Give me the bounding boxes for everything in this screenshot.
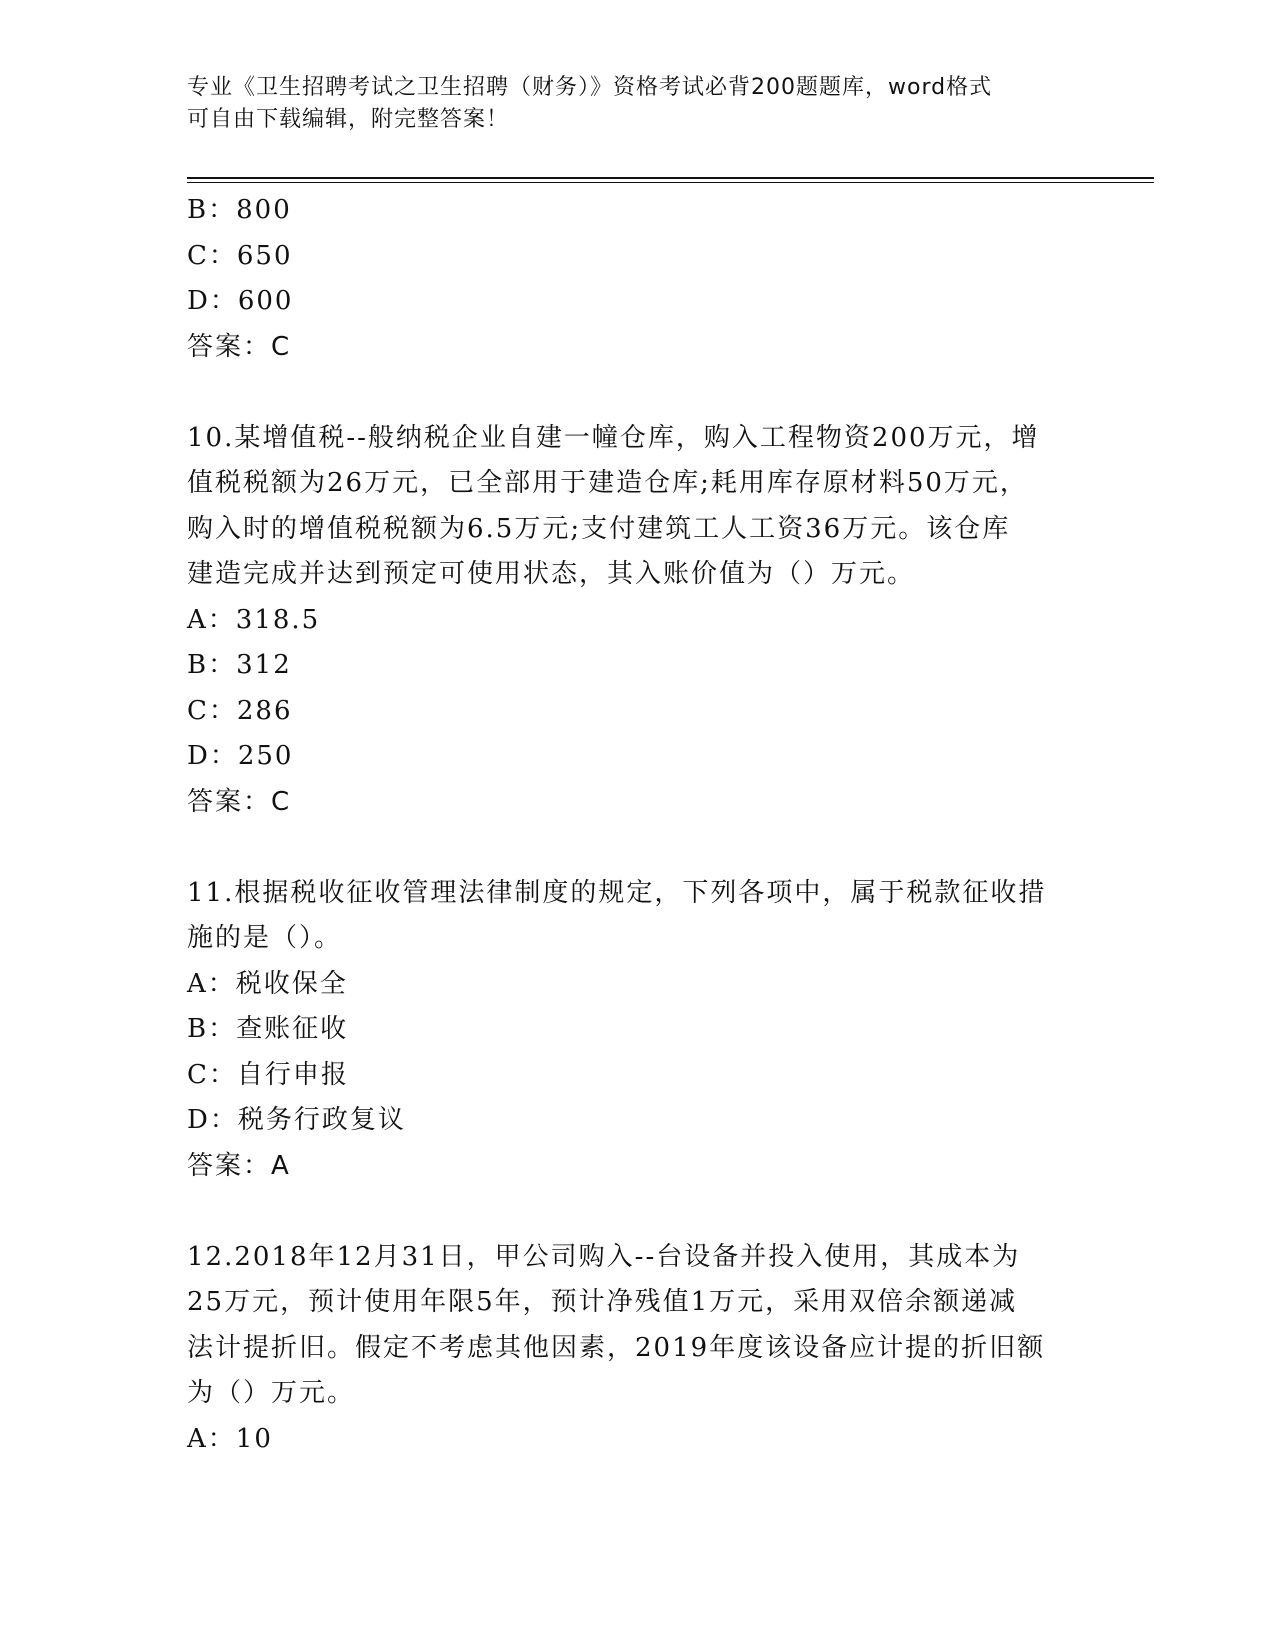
spacer xyxy=(187,370,1067,416)
option-d: D：250 xyxy=(187,741,294,771)
option-b: B：800 xyxy=(187,195,292,225)
option-b: B：312 xyxy=(187,650,292,680)
answer-line: 答案：A xyxy=(187,1150,291,1181)
question-text-line: 12.2018年12月31日，甲公司购入--台设备并投入使用，其成本为 xyxy=(187,1241,1021,1272)
option-c: C：286 xyxy=(187,695,293,726)
answer-line: 答案：C xyxy=(187,331,292,362)
option-c: C：自行申报 xyxy=(187,1059,349,1090)
question-text-line: 值税税额为26万元，已全部用于建造仓库;耗用库存原材料50万元， xyxy=(187,468,1028,498)
question-block-12 xyxy=(187,1235,1067,1463)
option-a: A：318.5 xyxy=(187,604,321,635)
document-header xyxy=(187,72,1067,136)
option-c: C：650 xyxy=(187,240,293,271)
question-list xyxy=(187,188,1067,1462)
answer-line: 答案：C xyxy=(187,786,292,817)
option-a: A：10 xyxy=(187,1423,273,1454)
spacer xyxy=(187,1189,1067,1235)
question-text-line: 10.某增值税--般纳税企业自建一幢仓库，购入工程物资200万元，增 xyxy=(187,422,1040,453)
header-divider-thin xyxy=(187,182,1154,183)
question-block-10 xyxy=(187,416,1067,826)
header-title-line-2: 可自由下载编辑，附完整答案！ xyxy=(187,107,510,132)
header-divider-thick xyxy=(187,177,1154,179)
question-text-line: 11.根据税收征收管理法律制度的规定，下列各项中，属于税款征收措 xyxy=(187,877,1047,908)
option-a: A：税收保全 xyxy=(187,968,348,999)
option-d: D：税务行政复议 xyxy=(187,1105,406,1135)
header-title-line-1: 专业《卫生招聘考试之卫生招聘（财务）》资格考试必背200题题库，word格式 xyxy=(187,75,993,100)
question-text-line: 建造完成并达到预定可使用状态，其入账价值为（）万元。 xyxy=(187,559,916,589)
question-text-line: 为（）万元。 xyxy=(187,1378,356,1408)
question-text-line: 施的是（）。 xyxy=(187,923,343,953)
question-text-line: 法计提折旧。假定不考虑其他因素，2019年度该设备应计提的折旧额 xyxy=(187,1332,1046,1363)
option-d: D：600 xyxy=(187,286,294,316)
question-text-line: 25万元，预计使用年限5年，预计净残值1万元，采用双倍余额递减 xyxy=(187,1287,1018,1317)
option-b: B：查账征收 xyxy=(187,1014,349,1044)
question-text-line: 购入时的增值税税额为6.5万元;支付建筑工人工资36万元。该仓库 xyxy=(187,513,1011,544)
question-block-prev xyxy=(187,188,1067,370)
question-block-11 xyxy=(187,871,1067,1190)
spacer xyxy=(187,825,1067,871)
